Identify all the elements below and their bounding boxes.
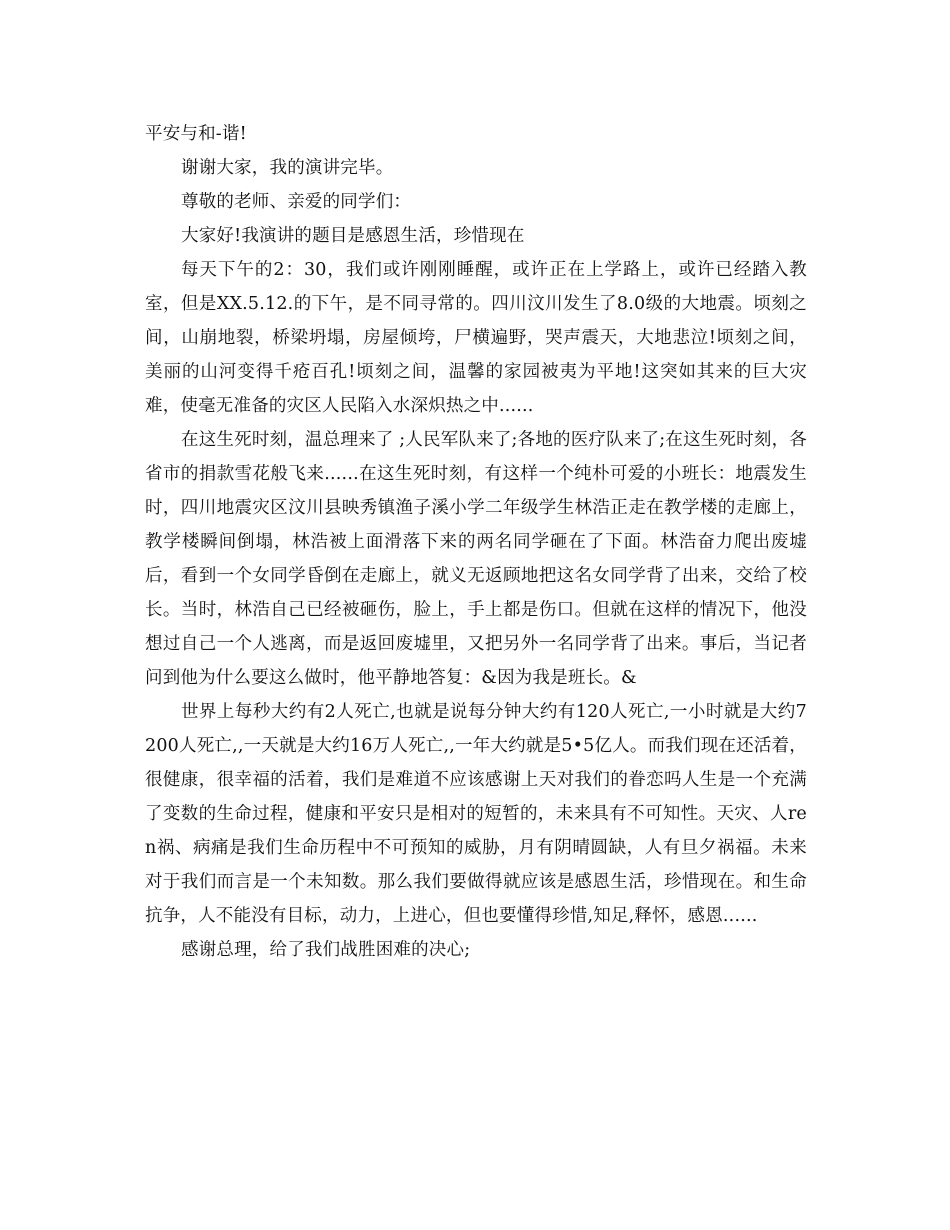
paragraph-thank-premier: 感谢总理，给了我们战胜困难的决心; [181,940,471,960]
paragraph-earthquake: 每天下午的2：30，我们或许刚刚睡醒，或许正在上学路上，或许已经踏入教室，但是XX.5.12.的下午，是不同寻常的。四川汶川发生了8.0级的大地震。顷刻之间，山崩地裂，桥梁坍塌，房屋倾垮，尸横遍野，哭声震天，大地悲泣!顷刻之间，美丽的山河变得千疮百孔!顷刻之间，温馨的家园被夷为平地!这突如其来的巨大灾难，使毫无准备的灾区人民陷入水深炽热之中...... [145,260,807,416]
paragraph-closing-wish: 平安与和-谐! [145,124,247,144]
paragraph-speech-title: 大家好!我演讲的题目是感恩生活，珍惜现在 [181,226,525,246]
document-body [145,117,807,967]
paragraph-life-gratitude: 世界上每秒大约有2人死亡,也就是说每分钟大约有120人死亡,一小时就是大约7200人死亡,,一天就是大约16万人死亡,,一年大约就是5•5亿人。而我们现在还活着，很健康，很幸福的活着，我们是难道不应该感谢上天对我们的眷恋吗人生是一个充满了变数的生命过程，健康和平安只是相对的短暂的，未来具有不可知性。天灾、人ren祸、病痛是我们生命历程中不可预知的威胁，月有阴晴圆缺，人有旦夕祸福。未来对于我们而言是一个未知数。那么我们要做得就应该是感恩生活，珍惜现在。和生命抗争，人不能没有目标，动力，上进心，但也要懂得珍惜,知足,释怀，感恩...... [145,702,807,926]
paragraph-salutation: 尊敬的老师、亲爱的同学们： [181,192,412,212]
paragraph-lin-hao: 在这生死时刻，温总理来了 ;人民军队来了;各地的医疗队来了;在这生死时刻，各省市的捐款雪花般飞来......在这生死时刻，有这样一个纯朴可爱的小班长：地震发生时，四川地震灾区汶川县映秀镇渔子溪小学二年级学生林浩正走在教学楼的走廊上，教学楼瞬间倒塌，林浩被上面滑落下来的两名同学砸在了下面。林浩奋力爬出废墟后，看到一个女同学昏倒在走廊上，就义无返顾地把这名女同学背了出来，交给了校长。当时，林浩自己已经被砸伤，脸上，手上都是伤口。但就在这样的情况下，他没想过自己一个人逃离，而是返回废墟里，又把另外一名同学背了出来。事后，当记者问到他为什么要这么做时，他平静地答复：&因为我是班长。& [145,430,807,688]
paragraph-thanks: 谢谢大家，我的演讲完毕。 [181,158,394,178]
